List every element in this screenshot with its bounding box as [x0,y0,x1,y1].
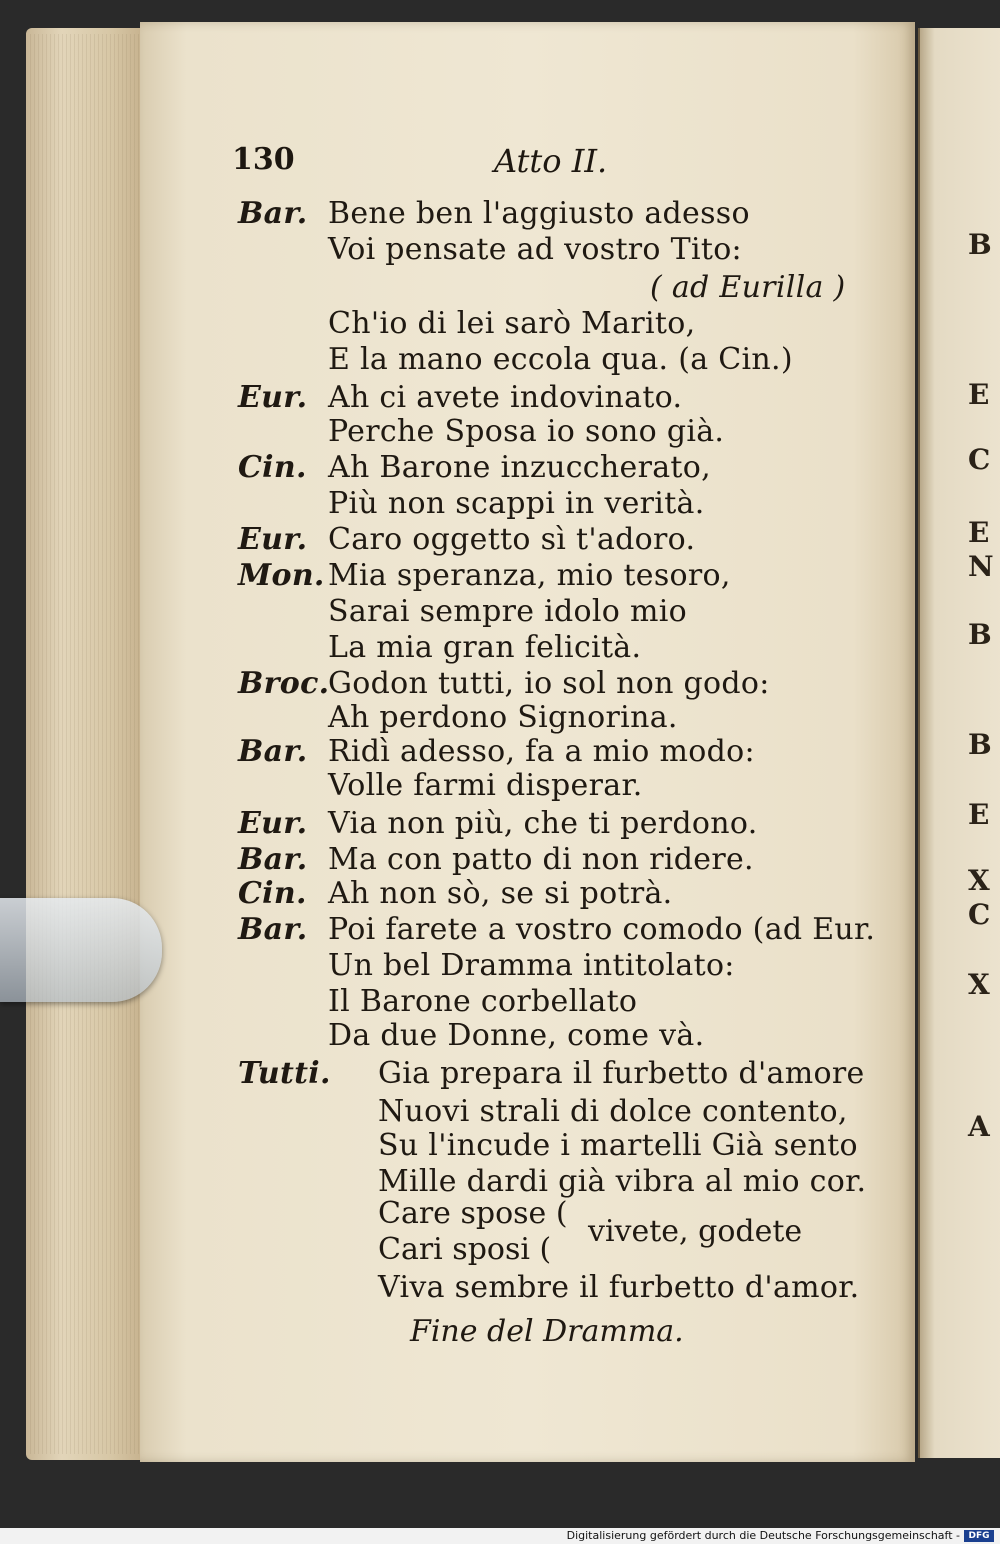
speaker-label: Eur. [238,522,308,557]
footer-credit: Digitalisierung gefördert durch die Deutsche Forschungsgemeinschaft - [566,1529,960,1542]
verse-line: Ah perdono Signorina. [328,700,678,735]
speaker-label: Mon. [238,558,325,593]
end-note: Fine del Dramma. [410,1314,684,1349]
verse-line: Ma con patto di non ridere. [328,842,754,877]
verse-line: Ch'io di lei sarò Marito, [328,306,696,341]
verse-line: Mille dardi già vibra al mio cor. [378,1164,867,1199]
speaker-label: Cin. [238,876,307,911]
verse-line: Godon tutti, io sol non godo: [328,666,770,701]
speaker-label: Bar. [238,842,308,877]
verse-line: Il Barone corbellato [328,984,638,1019]
brace-line-1: Care spose ( [378,1196,568,1231]
brace-line-2: Cari sposi ( [378,1232,552,1267]
facing-page-glyph: E [968,378,990,411]
verse-line: Più non scappi in verità. [328,486,705,521]
page-number: 130 [232,142,295,177]
verse-line: E la mano eccola qua. (a Cin.) [328,342,793,377]
verse-line: Voi pensate ad vostro Tito: [328,232,742,267]
verse-line: Gia prepara il furbetto d'amore [378,1056,865,1091]
facing-page-glyph: X [968,968,990,1001]
verse-line: Sarai sempre idolo mio [328,594,687,629]
verse-line: Caro oggetto sì t'adoro. [328,522,696,557]
speaker-label: Bar. [238,734,308,769]
facing-page-glyph: N [968,550,994,583]
verse-line: Via non più, che ti perdono. [328,806,758,841]
verse-line: Bene ben l'aggiusto adesso [328,196,750,231]
brace-text: vivete, godete [588,1214,803,1249]
facing-page-glyph: B [968,618,992,651]
speaker-label: Broc. [238,666,330,701]
verse-line: Poi farete a vostro comodo (ad Eur. [328,912,876,947]
verse-line: Da due Donne, come và. [328,1018,705,1053]
speaker-label: Eur. [238,806,308,841]
verse-line: Perche Sposa io sono già. [328,414,725,449]
speaker-label: Bar. [238,912,308,947]
facing-page-glyph: C [968,898,991,931]
verse-line: Ah ci avete indovinato. [328,380,683,415]
verse-line: Ah Barone inzuccherato, [328,450,711,485]
final-verse: Viva sembre il furbetto d'amor. [378,1270,860,1305]
speaker-label: Eur. [238,380,308,415]
verse-line: Volle farmi disperar. [328,768,643,803]
facing-page-glyph: B [968,728,992,761]
facing-page-glyph: B [968,228,992,261]
facing-page-glyph: X [968,864,990,897]
facing-page-glyph: E [968,798,990,831]
facing-page-glyph: C [968,443,991,476]
speaker-label: Cin. [238,450,307,485]
verse-line: Mia speranza, mio tesoro, [328,558,731,593]
verse-line: Nuovi strali di dolce contento, [378,1094,848,1129]
stage-direction: ( ad Eurilla ) [650,270,846,305]
brace-group [378,1196,838,1270]
verse-line: La mia gran felicità. [328,630,642,665]
speaker-label: Tutti. [238,1056,331,1091]
facing-page-glyph: E [968,516,990,549]
verse-line: Ridì adesso, fa a mio modo: [328,734,755,769]
verse-line: Ah non sò, se si potrà. [328,876,673,911]
footer [0,1528,1000,1544]
running-title: Atto II. [494,142,608,180]
verse-line: Un bel Dramma intitolato: [328,948,735,983]
facing-page-glyph: A [968,1110,990,1143]
speaker-label: Bar. [238,196,308,231]
verse-line: Su l'incude i martelli Già sento [378,1128,858,1163]
dfg-logo: DFG [964,1530,994,1542]
